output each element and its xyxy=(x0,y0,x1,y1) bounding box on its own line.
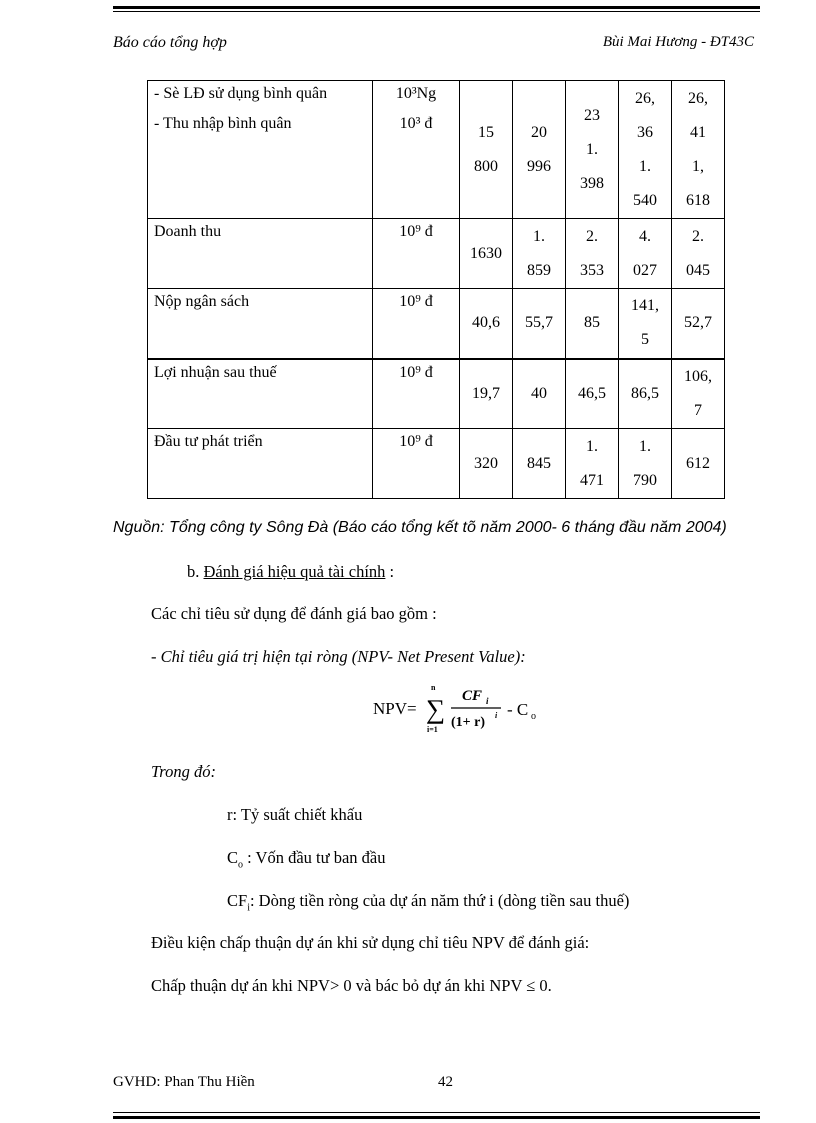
row-label xyxy=(148,359,373,429)
label-line: Lợi nhuận sau thuế xyxy=(154,363,277,381)
table-row xyxy=(148,359,725,429)
value-line: 353 xyxy=(580,261,604,279)
c0-symbol: C xyxy=(227,848,239,867)
denominator: (1+ r) xyxy=(451,715,486,730)
value-cell xyxy=(672,219,725,289)
table-row xyxy=(148,219,725,289)
intro-paragraph: Các chỉ tiêu sử dụng để đánh giá bao gồm : xyxy=(151,604,437,623)
value-cell xyxy=(460,219,513,289)
value-cell xyxy=(513,429,566,499)
sigma-symbol: ∑ xyxy=(426,694,446,724)
footer-advisor: GVHD: Phan Thu Hiền xyxy=(113,1074,255,1090)
value-line: 85 xyxy=(584,314,600,332)
row-label xyxy=(148,429,373,499)
page-number: 42 xyxy=(438,1074,453,1090)
value-cell xyxy=(566,219,619,289)
value-cell xyxy=(460,429,513,499)
value-cell xyxy=(566,289,619,359)
row-unit xyxy=(373,81,460,219)
sum-upper: n xyxy=(431,683,436,692)
row-unit: 10⁹ đ xyxy=(373,289,460,359)
value-cell xyxy=(566,81,619,219)
footer-rule-thin xyxy=(113,1112,760,1113)
section-heading xyxy=(187,562,394,582)
value-line: 398 xyxy=(580,174,604,192)
value-cell xyxy=(672,81,725,219)
value-line: 55,7 xyxy=(525,314,553,332)
value-line: 027 xyxy=(633,261,657,279)
label-line: Nộp ngân sách xyxy=(154,293,250,310)
label-line: - Thu nhập bình quân xyxy=(154,115,292,132)
row-unit: 10⁹ đ xyxy=(373,219,460,289)
value-line: 15 xyxy=(478,123,494,141)
sum-lower: i=1 xyxy=(427,725,438,734)
def-cf xyxy=(227,891,629,913)
c0-subscript: o xyxy=(238,859,244,871)
value-cell xyxy=(566,429,619,499)
value-line: 36 xyxy=(637,123,653,141)
value-line: 1. xyxy=(639,157,651,175)
unit-line: 10³ đ xyxy=(399,115,433,132)
formula-tail-sub: o xyxy=(531,711,536,722)
value-cell xyxy=(513,359,566,429)
value-cell xyxy=(460,359,513,429)
value-line: 800 xyxy=(474,157,498,175)
label-line: Doanh thu xyxy=(154,223,222,240)
value-cell xyxy=(672,289,725,359)
value-cell xyxy=(619,289,672,359)
value-line: 859 xyxy=(527,261,551,279)
header-author: Bùi Mai Hương - ĐT43C xyxy=(602,34,754,50)
row-label xyxy=(148,289,373,359)
value-line: 1. xyxy=(639,437,651,455)
row-unit: 10⁹ đ xyxy=(373,429,460,499)
unit-line: 10³Ng xyxy=(395,85,437,102)
cf-subscript: i xyxy=(247,902,250,914)
value-line: 19,7 xyxy=(472,384,500,402)
label-line: Đầu tư phát triển xyxy=(154,433,263,450)
c0-text: : Vốn đầu tư ban đầu xyxy=(243,848,386,867)
row-label xyxy=(148,81,373,219)
cf-symbol: CF xyxy=(227,891,248,910)
value-line: 1, xyxy=(692,157,704,175)
value-line: 40 xyxy=(531,384,547,402)
value-line: 106, xyxy=(684,367,712,385)
section-colon: : xyxy=(385,562,395,581)
value-line: 23 xyxy=(584,106,600,124)
value-line: 996 xyxy=(527,157,551,175)
value-line: 1. xyxy=(586,140,598,158)
def-r: r: Tỷ suất chiết khấu xyxy=(227,805,363,824)
section-number: b. xyxy=(187,562,204,581)
value-line: 471 xyxy=(580,471,604,489)
footer-rule-thick xyxy=(113,1116,760,1119)
cf-text: : Dòng tiền ròng của dự án năm thứ i (dòng tiền sau thuế) xyxy=(249,891,630,910)
formula-tail: - C xyxy=(507,700,529,719)
value-line: 845 xyxy=(527,454,551,472)
value-line: 7 xyxy=(694,401,702,419)
value-cell xyxy=(566,359,619,429)
row-unit: 10⁹ đ xyxy=(373,359,460,429)
value-line: 618 xyxy=(686,191,710,209)
value-line: 20 xyxy=(531,123,547,141)
denominator-sup: i xyxy=(495,711,498,720)
def-c0 xyxy=(227,848,385,870)
value-line: 86,5 xyxy=(631,384,659,402)
value-cell xyxy=(513,219,566,289)
value-line: 1. xyxy=(533,227,545,245)
value-cell xyxy=(672,359,725,429)
section-title: Đánh giá hiệu quả tài chính xyxy=(203,562,386,581)
value-line: 5 xyxy=(641,331,649,349)
where-label: Trong đó: xyxy=(151,762,216,781)
acceptance-paragraph: Chấp thuận dự án khi NPV> 0 và bác bỏ dự án khi NPV ≤ 0. xyxy=(151,976,552,995)
table-row xyxy=(148,289,725,359)
header-rule-thick xyxy=(113,6,760,9)
value-line: 52,7 xyxy=(684,314,712,332)
value-line: 790 xyxy=(633,471,657,489)
numerator: CF xyxy=(462,688,483,704)
indicator-table xyxy=(147,80,725,499)
value-line: 40,6 xyxy=(472,314,500,332)
value-cell xyxy=(672,429,725,499)
value-line: 1. xyxy=(586,437,598,455)
condition-paragraph: Điều kiện chấp thuận dự án khi sử dụng chỉ tiêu NPV để đánh giá: xyxy=(151,933,590,952)
table-row xyxy=(148,81,725,219)
value-line: 46,5 xyxy=(578,384,606,402)
value-line: 141, xyxy=(631,297,659,315)
value-cell xyxy=(619,219,672,289)
value-line: 045 xyxy=(686,261,710,279)
row-label xyxy=(148,219,373,289)
value-line: 612 xyxy=(686,454,710,472)
label-line: - Sè LĐ sử dụng bình quân xyxy=(154,85,328,102)
value-cell xyxy=(513,81,566,219)
table-source-note: Nguồn: Tổng công ty Sông Đà (Báo cáo tổng kết tõ năm 2000- 6 tháng đầu năm 2004) xyxy=(113,519,727,536)
header-rule-thin xyxy=(113,11,760,12)
value-line: 41 xyxy=(690,123,706,141)
value-cell xyxy=(460,81,513,219)
value-cell xyxy=(460,289,513,359)
npv-heading: - Chỉ tiêu giá trị hiện tại ròng (NPV- Net Present Value): xyxy=(151,647,526,666)
value-line: 2. xyxy=(586,227,598,245)
npv-formula xyxy=(373,672,553,742)
table-row xyxy=(148,429,725,499)
numerator-sub: i xyxy=(486,696,489,706)
value-line: 2. xyxy=(692,227,704,245)
value-line: 26, xyxy=(688,89,708,107)
value-cell xyxy=(619,81,672,219)
value-line: 4. xyxy=(639,227,651,245)
value-line: 1630 xyxy=(470,244,502,262)
value-line: 26, xyxy=(635,89,655,107)
value-line: 540 xyxy=(633,191,657,209)
header-title: Báo cáo tổng hợp xyxy=(113,34,227,51)
value-line: 320 xyxy=(474,454,498,472)
value-cell xyxy=(619,429,672,499)
value-cell xyxy=(619,359,672,429)
value-cell xyxy=(513,289,566,359)
formula-lhs: NPV= xyxy=(373,699,417,718)
